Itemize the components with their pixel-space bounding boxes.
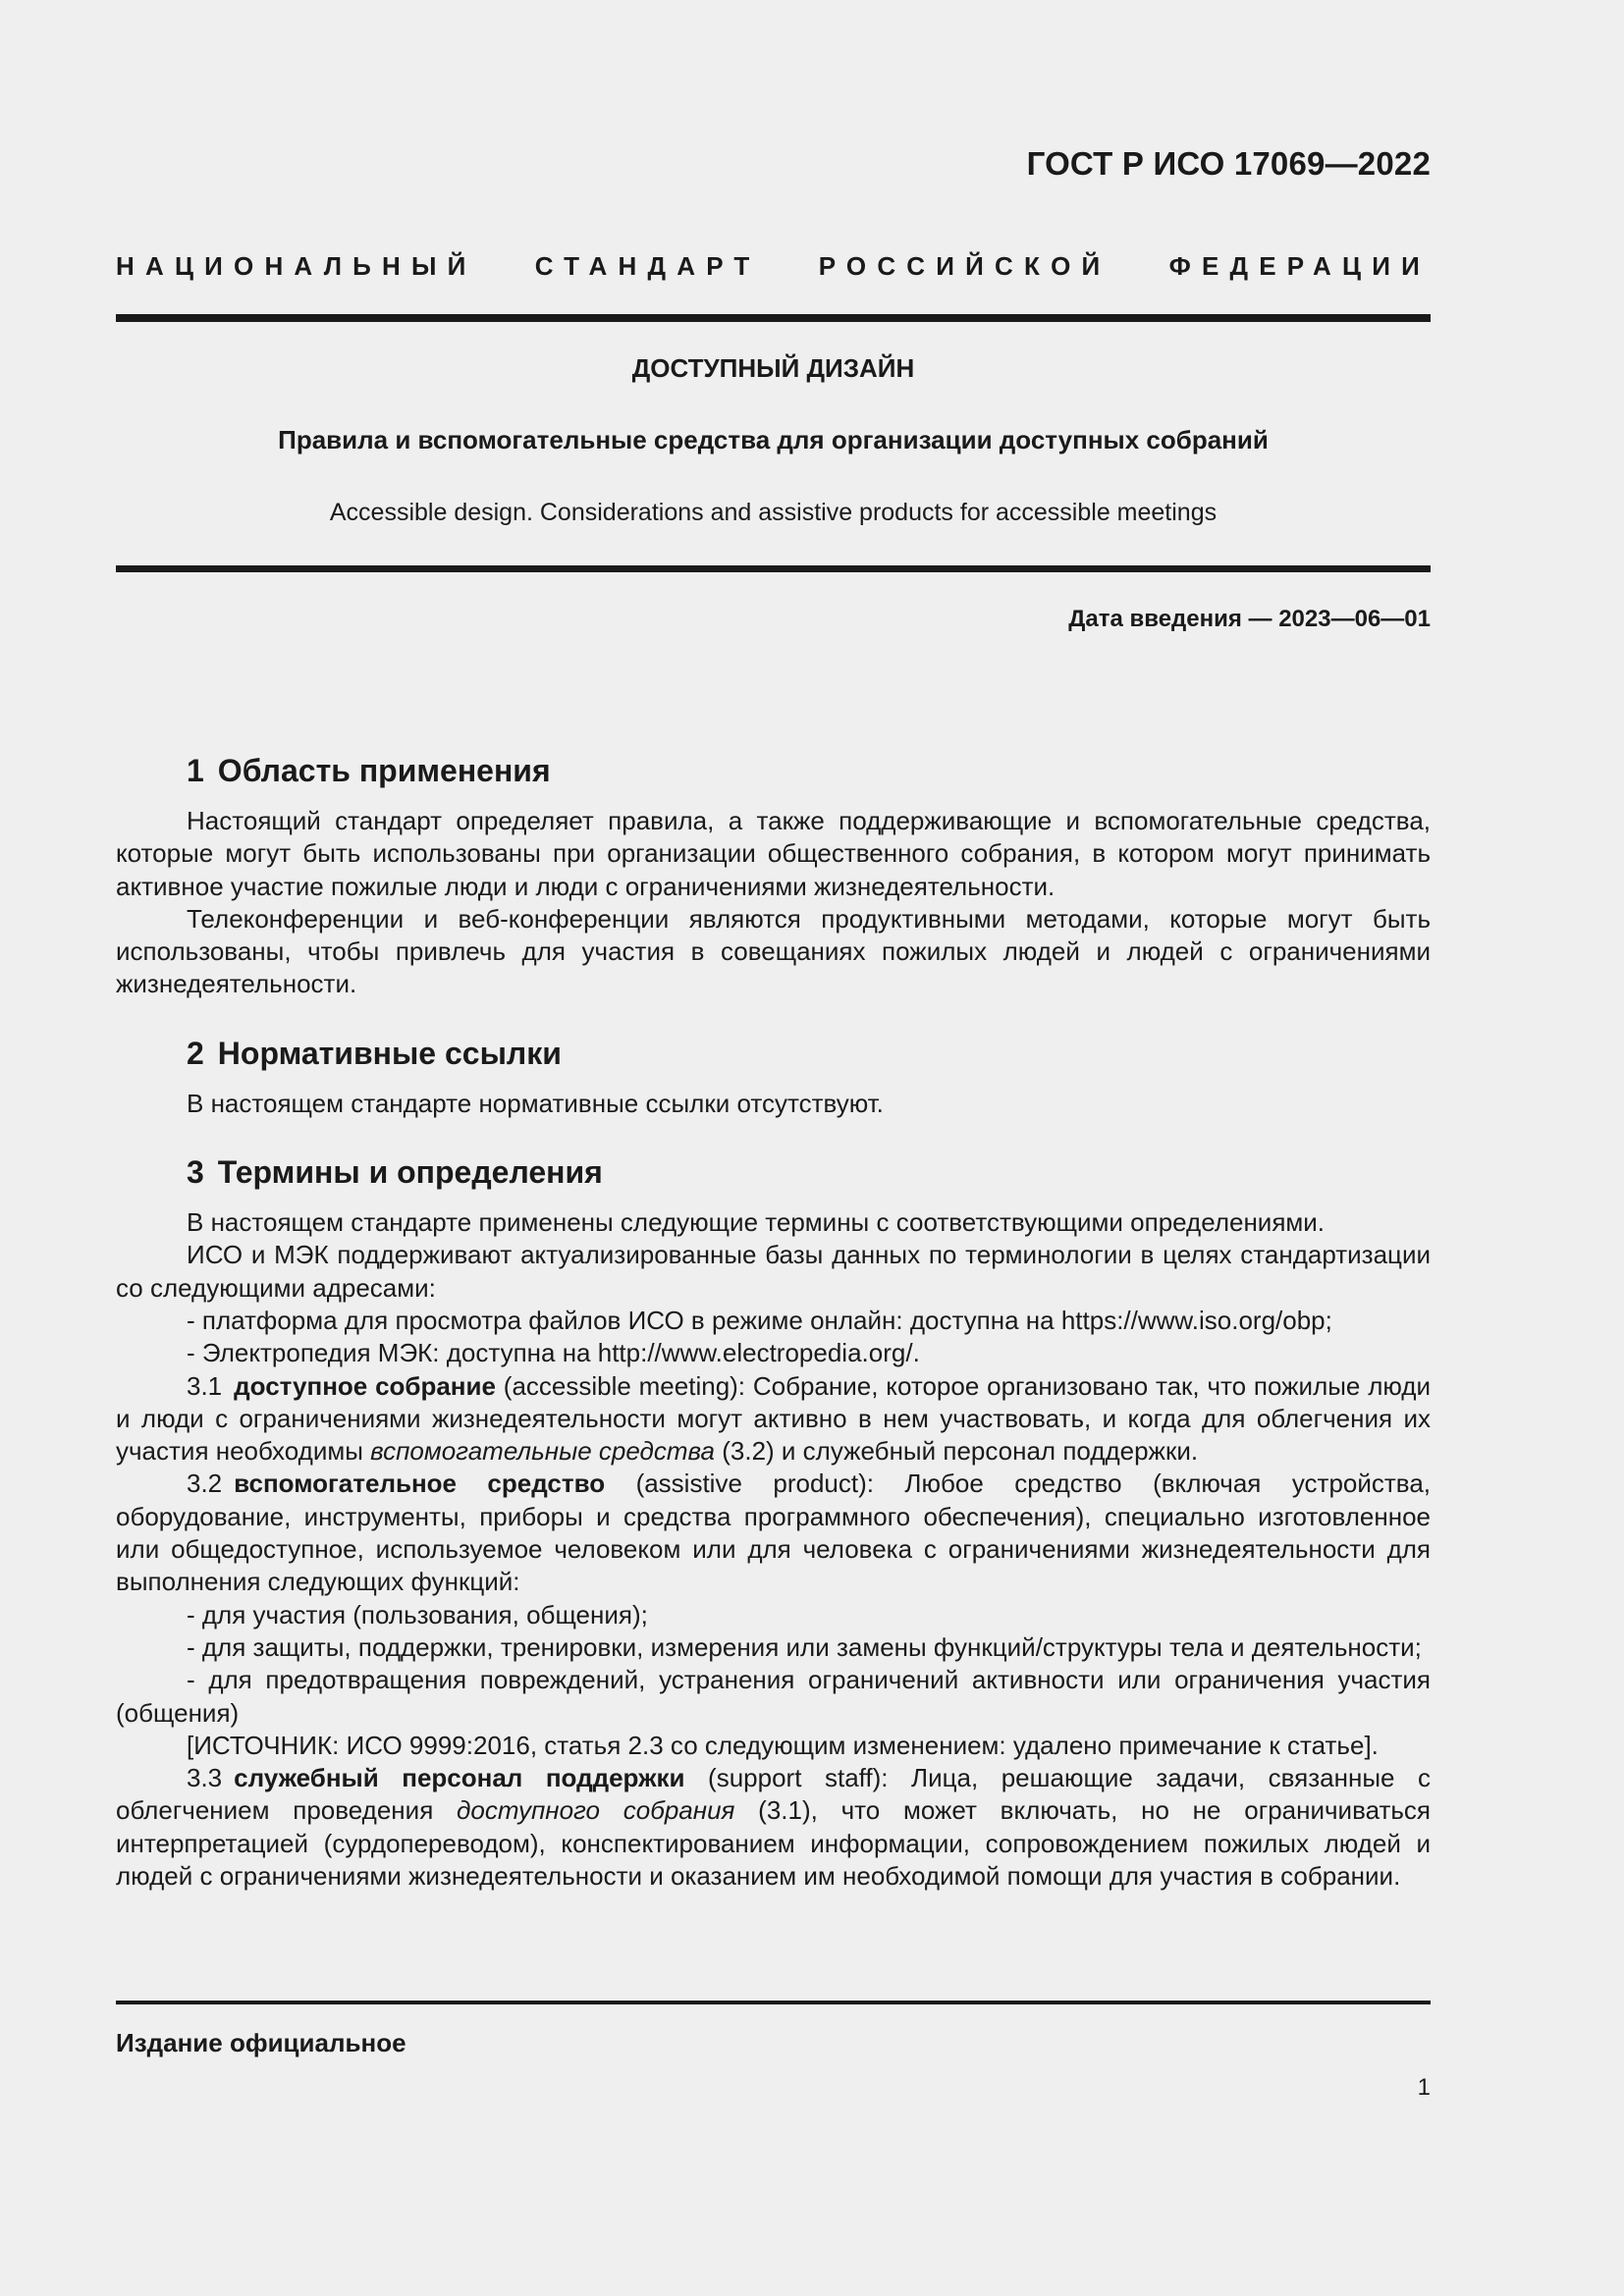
list-item: - платформа для просмотра файлов ИСО в режиме онлайн: доступна на https://www.iso.org/obp; — [187, 1305, 1332, 1335]
document-subtitle: Правила и вспомогательные средства для организации доступных собраний — [278, 425, 1269, 454]
section-3-paragraph-2: ИСО и МЭК поддерживают актуализированные базы данных по терминологии в целях стандартизации со следующими адресами: — [116, 1240, 1431, 1303]
section-2-paragraph-1: В настоящем стандарте нормативные ссылки отсутствуют. — [187, 1088, 884, 1118]
section-1-heading: 1 Область применения — [187, 753, 551, 788]
standard-code: ГОСТ Р ИСО 17069—2022 — [1026, 145, 1431, 182]
english-title: Accessible design. Considerations and assistive products for accessible meetings — [329, 499, 1218, 526]
list-item: - для защиты, поддержки, тренировки, измерения или замены функций/структуры тела и деятельности; — [187, 1631, 1422, 1662]
section-3-heading: 3 Термины и определения — [187, 1154, 603, 1191]
list-item: - Электропедия МЭК: доступна на http://www.electropedia.org/. — [187, 1338, 920, 1368]
list-item: - для участия (пользования, общения); — [187, 1599, 648, 1629]
term-3-1: 3.1 доступное собрание (accessible meeting): Собрание, которое организовано так, что пожилые люди и люди с ограничениями жизнедеятельности могут активно в нем участвовать, и когда для облегчения их участия необходимы вспомогательные средства (3.2) и служебный персонал поддержки. — [116, 1370, 1432, 1467]
section-1-paragraph-1: Настоящий стандарт определяет правила, а также поддерживающие и вспомогательные средства, которые могут быть использованы при организации общественного собрания, в котором могут принимать активное участие пожилые люди и люди с ограничениями жизнедеятельности. — [116, 806, 1431, 901]
edition-label: Издание официальное — [116, 2028, 406, 2057]
document-body — [116, 748, 1431, 1893]
footer-rule — [116, 2001, 1431, 2004]
national-standard-banner: НАЦИОНАЛЬНЫЙ СТАНДАРТ РОССИЙСКОЙ ФЕДЕРАЦИИ — [116, 251, 1431, 281]
list-item: - для предотвращения повреждений, устранения ограничений активности или ограничения участия (общения) — [116, 1665, 1431, 1728]
term-3-2-source: [ИСТОЧНИК: ИСО 9999:2016, статья 2.3 со следующим изменением: удалено примечание к статье]. — [187, 1730, 1379, 1760]
page-number: 1 — [1417, 2074, 1431, 2101]
section-2-heading: 2 Нормативные ссылки — [187, 1035, 562, 1071]
term-3-2: 3.2 вспомогательное средство (assistive product): Любое средство (включая устройства, оборудование, инструменты, приборы и средства программного обеспечения), специально изготовленное или общедоступное, используемое человеком или для человека с ограничениями жизнедеятельности для выполнения следующих функций: — [116, 1468, 1432, 1597]
section-1-paragraph-2: Телеконференции и веб-конференции являются продуктивными методами, которые могут быть использованы, чтобы привлечь для участия в совещаниях пожилых людей и людей с ограничениями жизнедеятельности. — [116, 903, 1431, 999]
introduction-date: Дата введения — 2023—06—01 — [1068, 606, 1431, 632]
section-3-paragraph-1: В настоящем стандарте применены следующие термины с соответствующими определениями. — [187, 1207, 1326, 1238]
top-rule — [116, 314, 1431, 322]
title-rule — [116, 565, 1431, 572]
term-3-3: 3.3 служебный персонал поддержки (support staff): Лица, решающие задачи, связанные с облегчением проведения доступного собрания (3.1), что может включать, но не ограничиваться интерпретацией (сурдопереводом), конспектированием информации, сопровождением пожилых людей и людей с ограничениями жизнедеятельности и оказанием им необходимой помощи для участия в собрании. — [116, 1763, 1432, 1892]
document-title: ДОСТУПНЫЙ ДИЗАЙН — [631, 353, 915, 383]
